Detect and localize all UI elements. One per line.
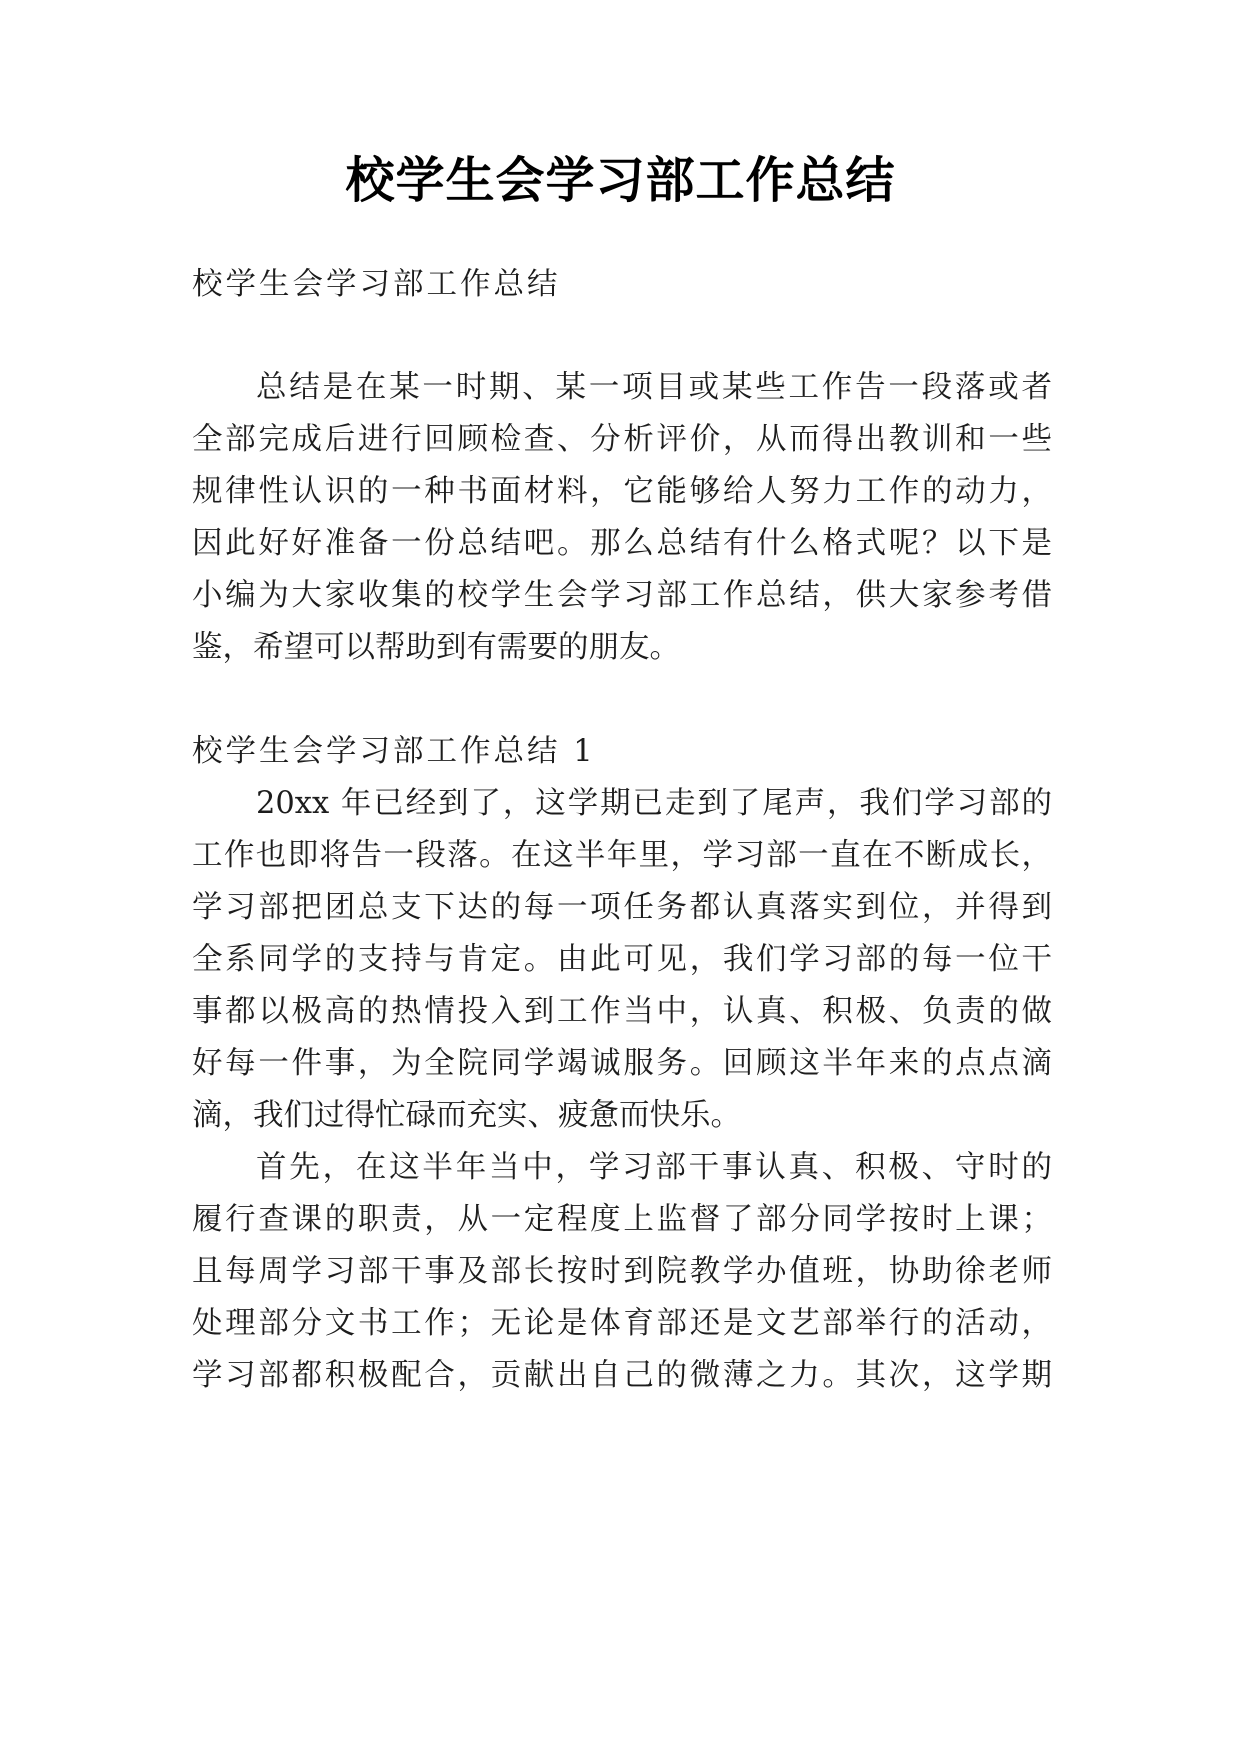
paragraph-line: 且每周学习部干事及部长按时到院教学办值班，协助徐老师 bbox=[192, 1254, 1052, 1289]
paragraph-line: 履行查课的职责，从一定程度上监督了部分同学按时上课； bbox=[192, 1202, 1052, 1237]
document-subtitle: 校学生会学习部工作总结 bbox=[192, 267, 561, 302]
paragraph-line: 工作也即将告一段落。在这半年里，学习部一直在不断成长， bbox=[192, 838, 1052, 873]
intro-line: 小编为大家收集的校学生会学习部工作总结，供大家参考借 bbox=[192, 578, 1052, 613]
paragraph-line: 好每一件事，为全院同学竭诚服务。回顾这半年来的点点滴 bbox=[192, 1046, 1052, 1081]
intro-line: 全部完成后进行回顾检查、分析评价，从而得出教训和一些 bbox=[192, 422, 1052, 457]
paragraph-line: 事都以极高的热情投入到工作当中，认真、积极、负责的做 bbox=[192, 994, 1052, 1029]
paragraph-line: 学习部都积极配合，贡献出自己的微薄之力。其次，这学期 bbox=[192, 1358, 1052, 1393]
intro-line: 鉴，希望可以帮助到有需要的朋友。 bbox=[192, 630, 680, 665]
paragraph-line: 全系同学的支持与肯定。由此可见，我们学习部的每一位干 bbox=[192, 942, 1052, 977]
paragraph-line: 滴，我们过得忙碌而充实、疲惫而快乐。 bbox=[192, 1098, 741, 1133]
paragraph-line: 处理部分文书工作；无论是体育部还是文艺部举行的活动， bbox=[192, 1306, 1052, 1341]
intro-line: 规律性认识的一种书面材料，它能够给人努力工作的动力， bbox=[192, 474, 1052, 509]
paragraph-line: 20xx 年已经到了，这学期已走到了尾声，我们学习部的 bbox=[256, 786, 1052, 821]
paragraph-line: 首先，在这半年当中，学习部干事认真、积极、守时的 bbox=[256, 1150, 1052, 1185]
section-heading: 校学生会学习部工作总结 1 bbox=[192, 734, 596, 769]
intro-line: 总结是在某一时期、某一项目或某些工作告一段落或者 bbox=[256, 370, 1052, 405]
intro-line: 因此好好准备一份总结吧。那么总结有什么格式呢？以下是 bbox=[192, 526, 1052, 561]
paragraph-line: 学习部把团总支下达的每一项任务都认真落实到位，并得到 bbox=[192, 890, 1052, 925]
document-title: 校学生会学习部工作总结 bbox=[345, 151, 896, 209]
